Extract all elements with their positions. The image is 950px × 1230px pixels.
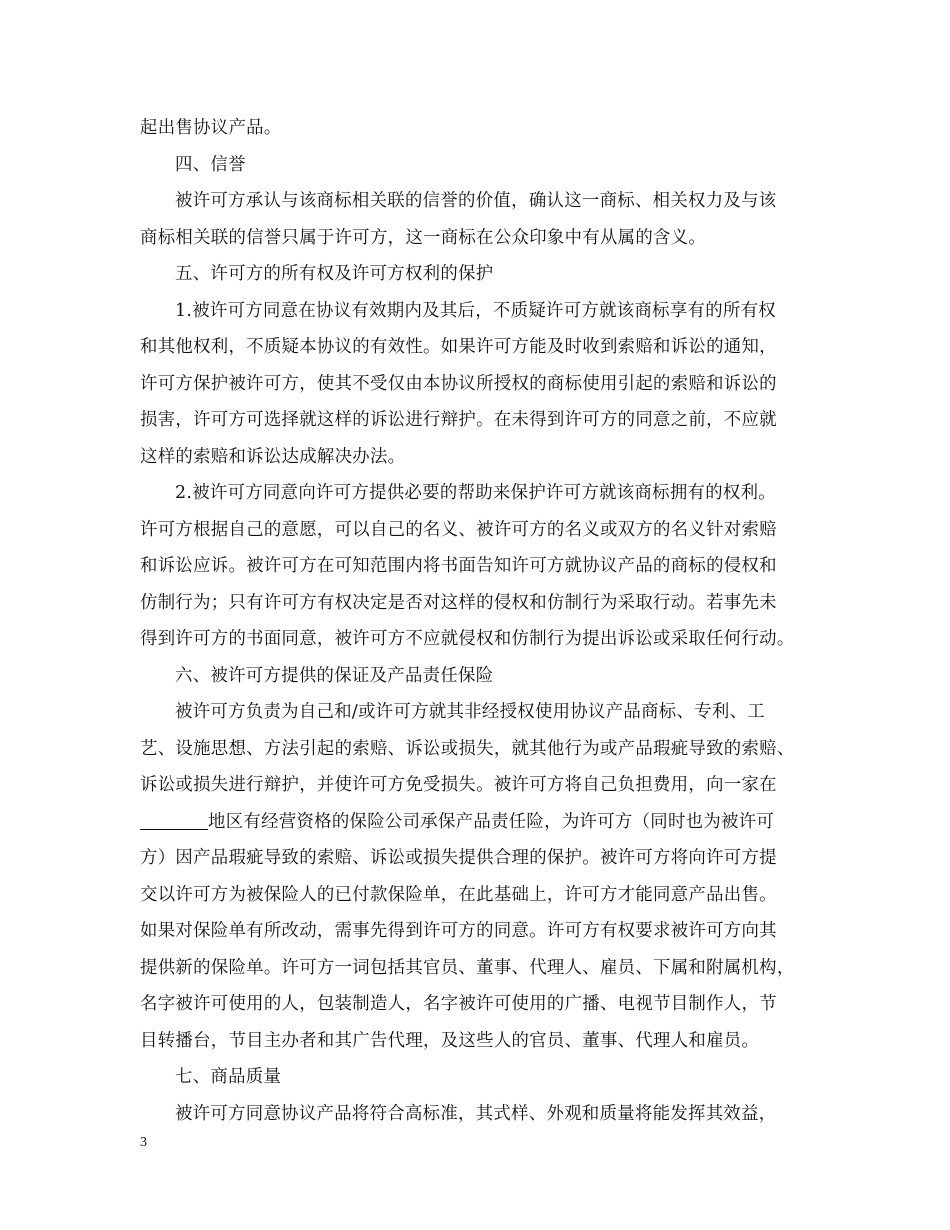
- section-heading-ownership: 五、许可方的所有权及许可方权利的保护: [175, 264, 494, 284]
- text-line: 这样的索赔和诉讼达成解决办法。: [140, 446, 406, 467]
- document-body: [140, 110, 812, 1132]
- fill-in-blank: [140, 807, 208, 830]
- text-line: 损害，许可方可选择就这样的诉讼进行辩护。在未得到许可方的同意之前，不应就: [140, 410, 777, 430]
- text-line: 目转播台，节目主办者和其广告代理，及这些人的官员、董事、代理人和雇员。: [140, 1030, 760, 1051]
- text-line: 被许可方同意协议产品将符合高标准，其式样、外观和质量将能发挥其效益，: [175, 1103, 777, 1124]
- text-line: 诉讼或损失进行辩护，并使许可方免受损失。被许可方将自己负担费用，向一家在: [140, 775, 777, 795]
- text-line: 仿制行为；只有许可方有权决定是否对这样的侵权和仿制行为采取行动。若事先未: [140, 592, 777, 613]
- text-line: 提供新的保险单。许可方一词包括其官员、董事、代理人、雇员、下属和附属机构，: [140, 957, 795, 978]
- text-line: 交以许可方为被保险人的已付款保险单，在此基础上，许可方才能同意产品出售。: [140, 884, 777, 905]
- text-line: 和诉讼应诉。被许可方在可知范围内将书面告知许可方就协议产品的商标的侵权和: [140, 556, 777, 576]
- text-line: 被许可方负责为自己和/或许可方就其非经授权使用协议产品商标、专利、工: [175, 702, 765, 722]
- text-line: 和其他权利，不质疑本协议的有效性。如果许可方能及时收到索赔和诉讼的通知，: [140, 337, 777, 357]
- text-line-with-blank: [140, 804, 812, 841]
- text-fragment: 地区有经营资格的保险公司承保产品责任险，为许可方（同时也为被许可: [208, 811, 775, 832]
- text-line: 起出售协议产品。: [140, 118, 282, 138]
- page-number: 3: [140, 1135, 147, 1150]
- text-line: 1.被许可方同意在协议有效期内及其后，不质疑许可方就该商标享有的所有权: [175, 300, 776, 321]
- text-line: 2.被许可方同意向许可方提供必要的帮助来保护许可方就该商标拥有的权利。: [175, 483, 776, 503]
- section-heading-reputation: 四、信誉: [175, 154, 246, 175]
- text-line: 被许可方承认与该商标相关联的信誉的价值，确认这一商标、相关权力及与该: [175, 191, 777, 211]
- text-line: 许可方根据自己的意愿，可以自己的名义、被许可方的名义或双方的名义针对索赔: [140, 519, 777, 540]
- section-heading-warranty: 六、被许可方提供的保证及产品责任保险: [175, 665, 494, 686]
- text-line: 得到许可方的书面同意，被许可方不应就侵权和仿制行为提出诉讼或采取任何行动。: [140, 629, 795, 649]
- text-line: 艺、设施思想、方法引起的索赔、诉讼或损失，就其他行为或产品瑕疵导致的索赔、: [140, 738, 795, 759]
- text-line: 方）因产品瑕疵导致的索赔、诉讼或损失提供合理的保护。被许可方将向许可方提: [140, 848, 777, 868]
- text-line: 许可方保护被许可方，使其不受仅由本协议所授权的商标使用引起的索赔和诉讼的: [140, 373, 777, 394]
- text-line: 商标相关联的信誉只属于许可方，这一商标在公众印象中有从属的含义。: [140, 227, 707, 248]
- text-line: 如果对保险单有所改动，需事先得到许可方的同意。许可方有权要求被许可方向其: [140, 921, 777, 941]
- text-line: 名字被许可使用的人，包装制造人，名字被许可使用的广播、电视节目制作人，节: [140, 994, 777, 1014]
- section-heading-quality: 七、商品质量: [175, 1067, 282, 1087]
